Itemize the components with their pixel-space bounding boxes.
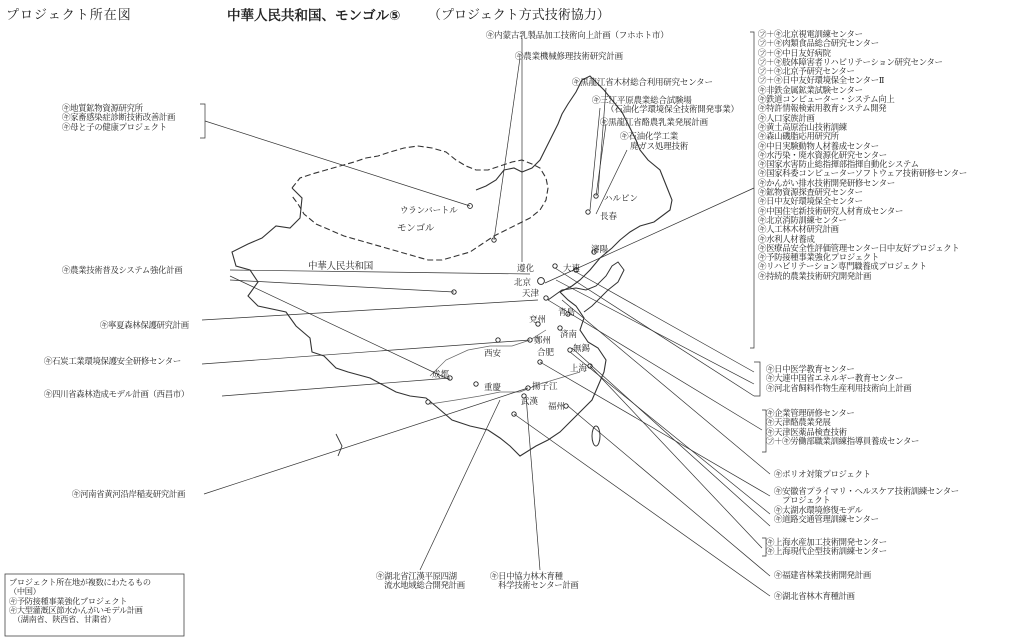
point-zunhua	[553, 264, 557, 268]
right-group-dalian	[766, 365, 911, 393]
bottom-project: ㋖日中協力林木育種	[490, 571, 563, 581]
mongolia-border	[292, 146, 548, 260]
list-item: ㋫＋㋖北京予研究センター	[758, 66, 855, 77]
project-petro-1: ㋖石油化学工業	[620, 132, 679, 142]
right-group-shanghai	[766, 538, 887, 557]
list-item: ㋖ポリオ対策プロジェクト	[774, 469, 871, 479]
list-item: ㋖上海水産加工技術開発センター	[766, 537, 887, 547]
left-group-6	[72, 490, 185, 499]
point-tianjin	[544, 296, 548, 300]
list-item: ㋖かんがい排水技術開発研修センター	[758, 177, 895, 188]
left-group-2	[62, 266, 182, 275]
right-group-polio	[774, 470, 871, 479]
city-shenyang: 瀋陽	[591, 245, 609, 255]
list-item: ㋖非鉄金属鉱業試験センター	[758, 84, 863, 95]
label-mongolia: モンゴル	[397, 223, 435, 234]
list-item: ㋖鉄道コンピューター・システム向上	[758, 94, 895, 105]
left-project: ㋖寧夏森林保護研究計画	[100, 320, 189, 330]
list-item: ㋖企業管理研修センター	[766, 408, 855, 418]
left-project: ㋖河南省黄河沿岸稲麦研究計画	[72, 489, 186, 499]
city-wuxi: 無錫	[573, 344, 591, 354]
list-item: ㋖河北省飼料作物生産利用技術向上計画	[766, 382, 912, 393]
city-changchun: 長春	[600, 212, 618, 222]
project-inner-mongolia: ㋖内蒙古乳製品加工技術向上計画（フホホト市）	[486, 31, 669, 41]
left-project: ㋖母と子の健康プロジェクト	[62, 121, 167, 132]
list-item: ㋖湖北省林木育種計画	[774, 591, 855, 601]
left-group-4	[44, 357, 181, 366]
legend-line: （中国）	[9, 586, 41, 597]
taiwan-island	[592, 426, 600, 446]
list-item: ㋖道路交通管理訓練センター	[774, 513, 879, 524]
city-zhengzhou: 鄭州	[534, 336, 552, 346]
city-dalian: 大連	[563, 264, 581, 274]
right-group-fujian	[774, 571, 871, 580]
left-group-5	[44, 390, 189, 399]
right-list-beijing	[758, 30, 967, 281]
point-chongqing	[474, 382, 478, 386]
list-item: ㋖国家水害防止総指揮部指揮自動化システム	[758, 159, 919, 170]
bottom-project: 流水地域総合開発計画	[376, 580, 465, 591]
china-border	[232, 76, 672, 456]
list-item: ㋖人口家族計画	[758, 112, 815, 123]
bottom-group-1	[376, 572, 465, 591]
label-ulaanbaatar: ウランバートル	[400, 206, 458, 216]
left-group-3	[100, 321, 189, 330]
list-item: ㋫＋㋖労働部職業訓練指導員養成センター	[766, 435, 920, 446]
city-chongqing: 重慶	[484, 383, 502, 393]
page-subtitle: （プロジェクト方式技術協力）	[428, 8, 610, 23]
city-beijing: 北京	[514, 278, 532, 288]
legend-line: プロジェクト所在地が複数にわたるもの	[9, 577, 151, 587]
list-item: プロジェクト	[774, 495, 831, 506]
list-item: ㋫＋㋖中日友好病院	[758, 47, 831, 58]
city-chengdu: 成都	[432, 370, 450, 380]
legend-line: （湖南省、陝西省、甘粛省）	[9, 614, 116, 625]
list-item: ㋖黄土高原治山技術訓練	[758, 121, 847, 132]
city-hefei: 合肥	[537, 348, 555, 358]
project-sanjiang-2: （石油化学環境保全技術開発事業）	[606, 105, 739, 115]
list-item: ㋫＋㋖肢体障害者リハビリテーション研究センター	[758, 56, 943, 67]
list-item: ㋖日中医学教育センター	[766, 364, 855, 374]
city-yangzijiang: 揚子江	[532, 382, 558, 392]
list-item: ㋖水汚染・廃水資源化研究センター	[758, 149, 887, 160]
project-heilongjiang-wood: ㋖黒龍江省木材総合利用研究センター	[572, 78, 713, 88]
point-changchun	[586, 210, 590, 214]
city-qingdao: 青島	[558, 308, 576, 318]
list-item: ㋖リハビリテーション専門職養成プロジェクト	[758, 261, 927, 272]
city-shanghai: 上海	[570, 364, 588, 374]
bottom-project: 科学技術センター計画	[490, 580, 579, 591]
list-item: ㋖中日実験動物人材養成センター	[758, 140, 879, 151]
city-jinan: 済南	[560, 330, 578, 340]
point-sichuan	[426, 400, 430, 404]
list-item: ㋫＋㋖北京視電訓練センター	[758, 29, 863, 39]
list-item: ㋖鉱物資源探査研究センター	[758, 187, 863, 198]
list-item: ㋖人工林木材研究計画	[758, 224, 839, 235]
list-item: ㋖国家科委コンピューターソフトウェア技術研修センター	[758, 168, 967, 179]
header-label: プロジェクト所在図	[6, 8, 132, 23]
list-item: ㋖持続的農業技術研究開発計画	[758, 270, 872, 281]
left-project: ㋖農業技術普及システム強化計画	[62, 265, 183, 275]
point-xian	[496, 338, 500, 342]
left-project: ㋖地質鉱物資源研究所	[62, 103, 143, 113]
legend-line: ㋖予防接種事業強化プロジェクト	[9, 595, 128, 606]
project-sanjiang-1: ㋖三江平原農業総合試験場	[592, 96, 692, 106]
left-group-1	[62, 104, 175, 132]
leader-lines	[200, 32, 770, 596]
list-item: ㋖北京消防訓練センター	[758, 214, 847, 225]
city-zunhua: 遵化	[517, 264, 535, 274]
city-harbin: ハルピン	[604, 194, 639, 204]
project-heilongjiang-dairy: ㋖黒龍江省酪農乳業発展計画	[600, 118, 708, 128]
point-beijing	[538, 278, 545, 285]
list-item: ㋖予防接種事業強化プロジェクト	[758, 252, 879, 263]
list-item: ㋖太湖水環境修復モデル	[774, 504, 863, 515]
left-project: ㋖石炭工業環境保護安全研修センター	[44, 356, 181, 366]
legend-line: ㋖大型灌漑区節水かんがいモデル計画	[9, 604, 143, 615]
project-petro-2: 廃ガス処理技術	[630, 142, 689, 152]
bottom-group-2	[490, 572, 579, 591]
point-wuxi	[568, 348, 572, 352]
list-item: ㋖安徽省プライマリ・ヘルスケア技術訓練センター	[774, 486, 959, 496]
list-item: ㋖中国住宅新技術研究人材育成センター	[758, 205, 904, 216]
list-item: ㋖日中友好環境保全センター	[758, 196, 863, 207]
project-agri-machinery: ㋖農業機械修理技術研究計画	[515, 52, 623, 62]
list-item: ㋖福建省林業技術開発計画	[774, 570, 871, 580]
list-item: ㋖上海現代企型技術訓練センター	[766, 546, 887, 557]
list-item: ㋖水利人材養成	[758, 233, 815, 244]
label-china: 中華人民共和国	[308, 261, 374, 272]
list-item: ㋫＋㋖日中友好環境保全センターⅡ	[758, 75, 885, 86]
list-item: ㋫＋㋖肉類食品総合研究センター	[758, 38, 879, 49]
city-tianjin: 天津	[522, 289, 540, 299]
bohai-coast	[548, 262, 624, 312]
left-project: ㋖四川省森林造成モデル計画（西昌市）	[44, 389, 189, 399]
right-group-tianjin	[766, 409, 919, 446]
right-group-hubei	[774, 592, 855, 601]
list-item: ㋖天津酪農業発展	[766, 417, 831, 428]
city-fuzhou: 福州	[548, 402, 566, 412]
city-xian: 西安	[484, 349, 502, 359]
list-item: ㋖天津医薬品検査技術	[766, 426, 847, 437]
list-item: ㋖大連中国省エネルギー教育センター	[766, 373, 903, 384]
page-title: 中華人民共和国、モンゴル⑤	[227, 8, 401, 24]
list-item: ㋖森山磯脂応用研究所	[758, 131, 839, 142]
bottom-project: ㋖湖北省江漢平原四湖	[376, 571, 457, 581]
legend	[9, 578, 151, 624]
southwest-coast	[336, 434, 342, 456]
list-item: ㋖特許情報検索用教育システム開発	[758, 103, 887, 114]
city-wuhan: 武漢	[521, 397, 539, 407]
city-yanzhou: 兗州	[529, 315, 547, 325]
list-item: ㋖医療品安全性評価管理センター日中友好プロジェクト	[758, 242, 960, 253]
left-project: ㋖家畜感染症診断技術改善計画	[62, 112, 176, 123]
right-group-anhui	[774, 487, 959, 524]
